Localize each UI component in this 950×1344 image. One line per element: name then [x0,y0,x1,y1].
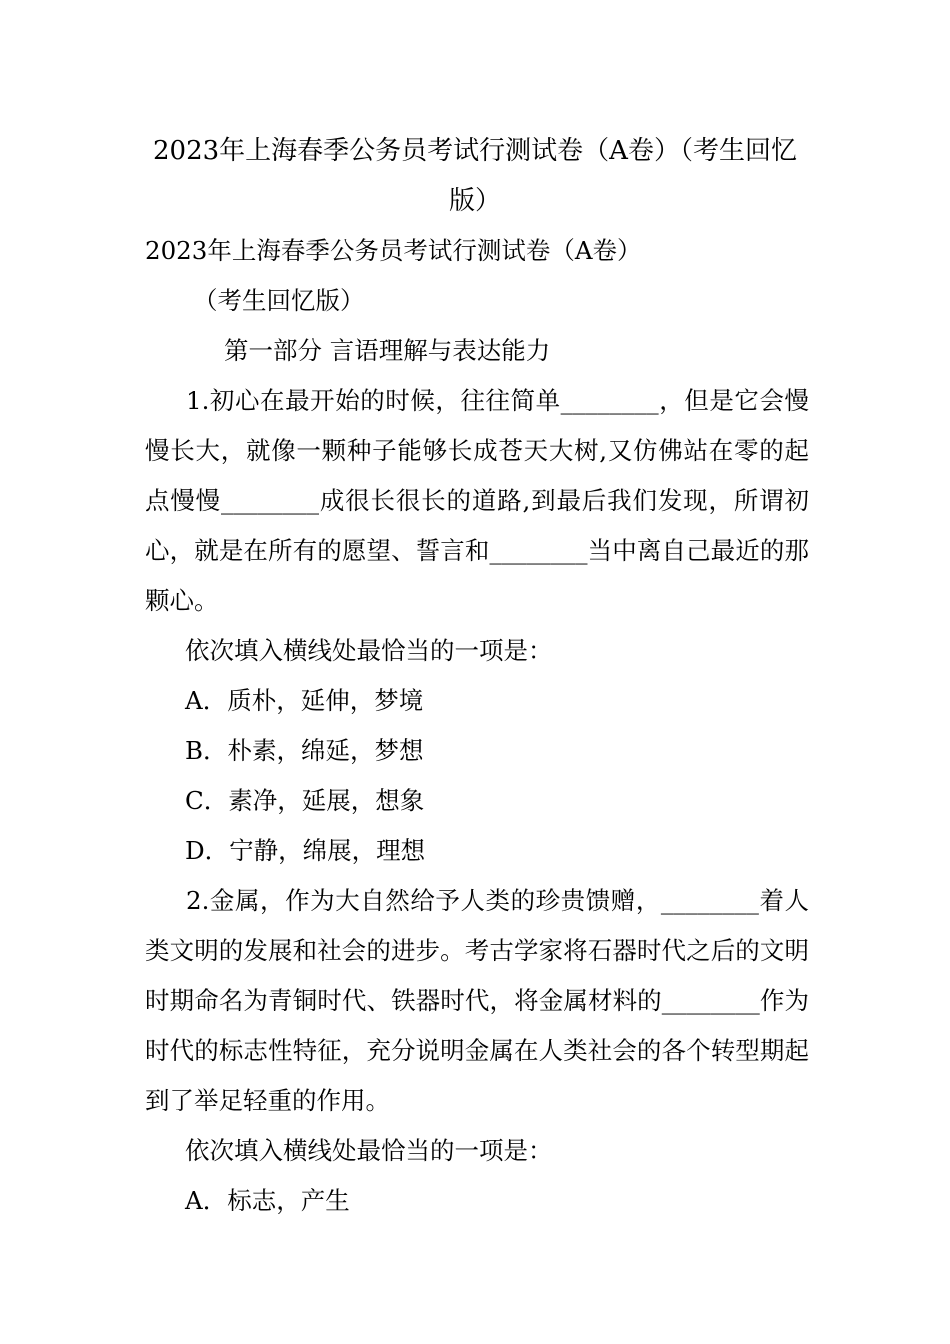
subtitle-line-2: （考生回忆版） [193,286,365,315]
question-1-option-c: C．素净，延展，想象 [185,786,425,815]
question-2-stem: 2.金属，作为大自然给予人类的珍贵馈赠，________着人类文明的发展和社会的进步。考古学家将石器时代之后的文明时期命名为青铜时代、铁器时代，将金属材料的________作为时代的标志性特征，充分说明金属在人类社会的各个转型期起到了举足轻重的作用。 [145,886,809,1115]
section-heading: 第一部分 言语理解与表达能力 [224,336,551,365]
question-1-option-b: B．朴素，绵延，梦想 [185,736,424,765]
question-1-stem: 1.初心在最开始的时候，往往简单________，但是它会慢慢长大，就像一颗种子能够长成苍天大树,又仿佛站在零的起点慢慢________成很长很长的道路,到最后我们发现，所谓初心，就是在所有的愿望、誓言和________当中离自己最近的那颗心。 [145,386,809,615]
question-1-prompt: 依次填入横线处最恰当的一项是： [185,636,553,665]
question-2-option-a: A．标志，产生 [185,1186,350,1215]
question-1-option-a: A．质朴，延伸，梦境 [185,686,424,715]
question-2-prompt: 依次填入横线处最恰当的一项是： [185,1136,553,1165]
subtitle-line-1: 2023年上海春季公务员考试行测试卷（A卷） [145,236,642,265]
document-title: 2023年上海春季公务员考试行测试卷（A卷）（考生回忆版） [153,136,797,216]
question-1-option-d: D．宁静，绵展，理想 [185,836,426,865]
